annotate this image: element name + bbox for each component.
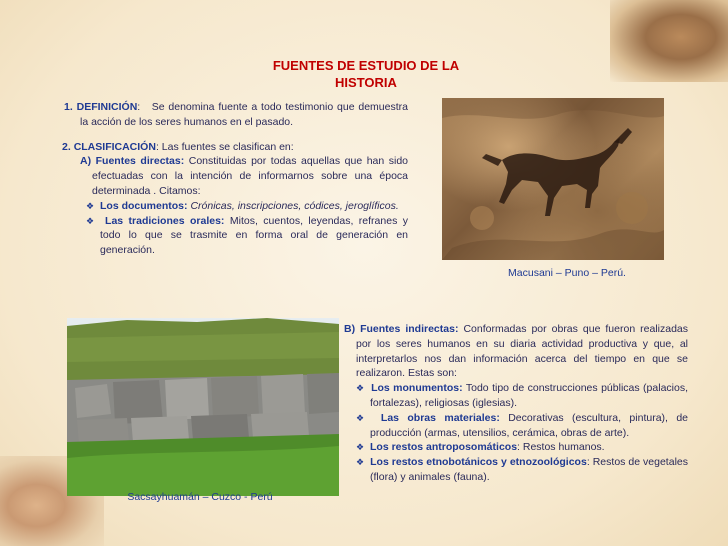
classification-text-intro: : Las fuentes se clasifican en: [155,140,294,153]
monuments-item [344,381,688,411]
direct-sources-prefix: A) [80,155,92,168]
ethno-remains-item [344,455,688,485]
documents-text: Crónicas, inscripciones, códices, jeroglíficos. [190,199,399,212]
definition-colon: : [137,101,141,113]
direct-sources-label: Fuentes directas: [95,155,185,168]
diamond-bullet-icon: ❖ [356,383,365,394]
classification-label: CLASIFICACIÓN [73,140,156,153]
indirect-sources-label: Fuentes indirectas: [360,323,459,335]
documents-label: Los documentos: [100,199,188,212]
slide-title [232,57,500,91]
direct-sources-text: Constituidas por todas aquellas que han sido efectuadas con la intención de informarnos sobre una época determinada . Citamos: [92,155,409,197]
cave-painting-illustration [442,98,664,260]
diamond-bullet-icon: ❖ [86,200,95,211]
material-works-item [344,411,688,441]
human-remains-label: Los restos antroposomáticos [370,441,518,454]
definition-label: DEFINICIÓN [76,101,138,113]
diamond-bullet-icon: ❖ [356,442,365,453]
ethno-remains-text: : Restos de vegetales (flora) y animales (fauna). [370,456,688,483]
sacsayhuaman-illustration [67,318,339,496]
material-works-label: Las obras materiales: [380,411,500,424]
indirect-sources-text [344,322,688,485]
human-remains-item [344,440,688,455]
classification-heading [62,140,408,155]
title-line-1: FUENTES DE ESTUDIO DE LA [272,58,460,73]
indirect-sources-prefix: B) [344,323,356,335]
cave-photo-caption: Macusani – Puno – Perú. [508,267,626,279]
classification-number: 2. [62,140,71,153]
oral-traditions-label: Las tradiciones orales: [105,214,225,227]
sacsayhuaman-photo [67,318,339,496]
diamond-bullet-icon: ❖ [356,412,370,423]
monuments-label: Los monumentos: [371,382,463,395]
ethno-remains-label: Los restos etnobotánicos y etnozoológicos [370,456,587,469]
monuments-text: Todo tipo de construcciones públicas (palacios, fortalezas), religiosas (iglesias). [370,382,688,409]
diamond-bullet-icon: ❖ [356,457,365,468]
corner-photo-top-right [610,0,728,82]
classification-text [62,100,408,258]
title-line-2: HISTORIA [335,75,397,90]
human-remains-text: : Restos humanos. [517,441,605,454]
indirect-sources-paragraph [344,322,688,381]
oral-traditions-item [62,214,408,258]
cave-painting-photo [442,98,664,260]
material-works-text: Decorativas (escultura, pintura), de producción (armas, utensilios, cerámica, obras de arte). [370,411,689,439]
sacsayhuaman-photo-caption: Sacsayhuamán – Cuzco - Perú [127,491,273,503]
documents-item [62,199,408,214]
definition-paragraph [62,100,408,130]
direct-sources-paragraph [62,154,408,198]
definition-text: Se denomina fuente a todo testimonio que demuestra la acción de los seres humanos en el pasado. [80,101,408,128]
indirect-sources-desc: Conformadas por obras que fueron realizadas por los seres humanos en su diaria actividad productiva y que, al interpretarlos nos dan información acerca del tiempo en que se realizaron. Estas son: [356,323,689,380]
oral-traditions-text: Mitos, cuentos, leyendas, refranes y todo lo que se trasmite en forma oral de generación en generación. [100,214,408,257]
diamond-bullet-icon: ❖ [86,215,97,226]
definition-number: 1. [64,101,73,113]
